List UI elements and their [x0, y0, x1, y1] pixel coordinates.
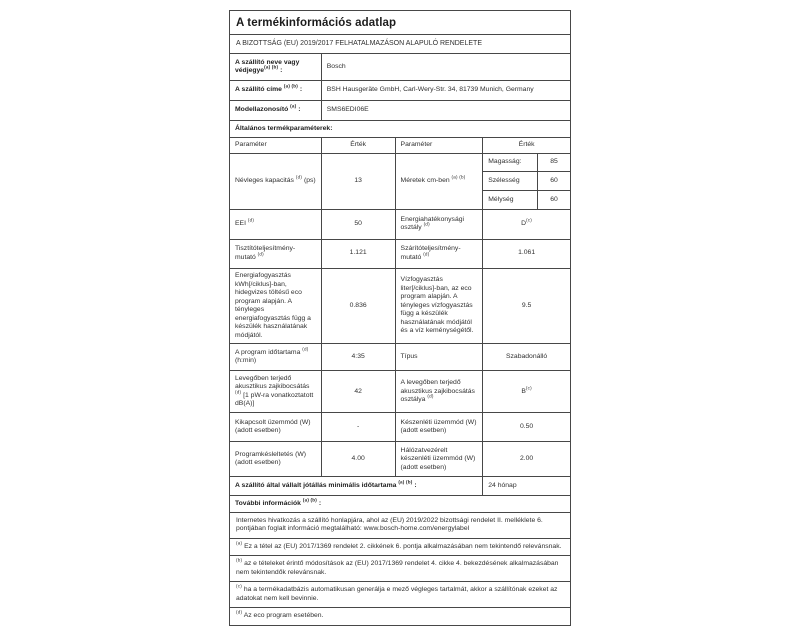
- dimension-width-row: [483, 171, 570, 190]
- supplier-address-row: [230, 80, 570, 100]
- product-information-sheet: [229, 10, 571, 626]
- footnote-marker: (d): [257, 251, 264, 257]
- weblink-text: Internetes hivatkozás a szállító honlapjára, ahol az (EU) 2019/2022 bizottsági rendelet II. melléklete 6. pontjában foglalt információ megtalálható: www.bosch-home.com/energylabel: [236, 516, 543, 533]
- footnote-marker: (d): [295, 174, 303, 180]
- value-noise-class: $B^{(c)}$: [482, 371, 570, 412]
- model-identifier-label: Modellazonosító $^{(a)}$ :: [235, 104, 301, 114]
- footnote-marker: (a) (b): [398, 479, 413, 485]
- column-header-parameter-2: Paraméter: [395, 138, 483, 152]
- dimension-height-label: Magasság:: [488, 158, 522, 166]
- value-type: Szabadonálló: [482, 344, 570, 370]
- footnote-marker: (a) (b): [451, 174, 466, 180]
- footnote-marker: (a): [290, 104, 297, 110]
- footnote-marker: (c): [526, 217, 533, 223]
- param-noise-emission: Levegőben terjedő akusztikus zajkibocsátás $^{(d)}$ [1 pW-ra vonatkoztatott dB(A)]: [235, 374, 314, 408]
- param-standby-mode: Készenléti üzemmód (W) (adott esetben): [395, 413, 483, 441]
- footnote-marker: (d): [302, 346, 309, 352]
- footnote-marker: (b): [236, 558, 243, 564]
- footnote-marker: (a) (b): [302, 497, 318, 503]
- footnote-d: $^{(d)}$ Az eco program esetében.: [236, 610, 324, 620]
- footnote-marker: (d): [236, 610, 243, 616]
- column-header-parameter-1: Paraméter: [235, 141, 267, 149]
- model-identifier-row: [230, 100, 570, 120]
- warranty-row: [230, 476, 570, 495]
- param-rated-capacity: Névleges kapacitás $^{(d)}$ (ps): [235, 174, 316, 184]
- value-standby-mode: 0.50: [482, 413, 570, 441]
- value-dimensions: [482, 154, 570, 209]
- footnote-b: $^{(b)}$ az e tételeket érintő módosítások az (EU) 2017/1369 rendelet 4. cikke 4. bekezdésének alkalmazásában nem tekintendők relevánsnak.: [236, 558, 559, 576]
- footnote-b-row: [230, 555, 570, 581]
- value-networked-standby: 2.00: [482, 442, 570, 476]
- footnote-a: $^{(a)}$ Ez a tétel az (EU) 2017/1369 rendelet 2. cikkének 6. pontja alkalmazásában nem tekintendő relevánsnak.: [236, 540, 562, 550]
- dimension-depth-value: 60: [537, 191, 570, 209]
- value-rated-capacity: 13: [321, 154, 395, 209]
- footnote-c: $^{(c)}$ ha a termékadatbázis automatikusan generálja e mező végleges tartalmát, akkor a szállítónak ezeket az adatokat nem kell bevinnie.: [236, 584, 558, 602]
- table-row-eei-energyclass: [230, 209, 570, 239]
- param-water-consumption: Vízfogyasztás liter[/ciklus]-ban, az eco program alapján. A tényleges vízfogyasztás függ a készülék használatának módjától és a víz keménységétől.: [395, 269, 483, 344]
- dimension-depth-label: Mélység: [488, 195, 514, 203]
- footnote-marker: (d): [427, 393, 434, 399]
- weblink-row: [230, 512, 570, 538]
- regulation-subtitle: A BIZOTTSÁG (EU) 2019/2017 FELHATALMAZÁSON ALAPULÓ RENDELETE: [236, 39, 482, 47]
- value-water-consumption: 9.5: [482, 269, 570, 344]
- footnote-marker: (d): [423, 221, 430, 227]
- param-type: Típus: [395, 344, 483, 370]
- table-row-capacity-dimensions: [230, 153, 570, 209]
- warranty-label: A szállító által vállalt jótállás minimális időtartama $^{(a) (b)}$ :: [235, 479, 417, 490]
- dimension-height-value: 85: [537, 154, 570, 172]
- section-header: Általános termékparaméterek:: [235, 124, 333, 132]
- warranty-value: 24 hónap: [482, 477, 570, 495]
- param-programme-duration: A program időtartama $^{(d)}$ (h:min): [235, 346, 309, 365]
- footnote-marker: (a): [236, 540, 243, 546]
- footnote-marker: (d): [423, 251, 430, 257]
- param-dimensions: Méretek cm-ben $^{(a) (b)}$: [395, 154, 483, 209]
- title-cell: [230, 11, 570, 34]
- param-off-mode: Kikapcsolt üzemmód (W) (adott esetben): [235, 418, 311, 435]
- supplier-name-label: A szállító neve vagy védjegye$^{(a) (b)}$ :: [235, 58, 300, 75]
- value-delay-start: 4.00: [321, 442, 395, 476]
- supplier-address-label: A szállító címe $^{(a) (b)}$ :: [235, 84, 303, 94]
- table-row-energy-water: [230, 268, 570, 344]
- model-identifier-value: SMS6EDI06E: [321, 101, 570, 120]
- value-energy-consumption: 0.836: [321, 269, 395, 344]
- param-eei: EEI $^{(d)}$: [235, 217, 255, 227]
- column-header-value-2: Érték: [482, 138, 570, 152]
- column-header-value-1: Érték: [321, 138, 395, 152]
- param-noise-class: A levegőben terjedő akusztikus zajkibocsátás osztálya $^{(d)}$: [395, 371, 483, 412]
- page-title: A termékinformációs adatlap: [236, 17, 397, 29]
- param-drying-index: Szárítóteljesítmény-mutató $^{(d)}$: [395, 240, 483, 268]
- footnote-marker: (c): [525, 385, 532, 391]
- param-cleaning-index: Tisztítóteljesítmény-mutató $^{(d)}$: [235, 245, 296, 261]
- footnote-marker: (d): [247, 217, 255, 223]
- regulation-row: [230, 34, 570, 53]
- supplier-name-row: [230, 53, 570, 80]
- footnote-marker: (a) (b): [283, 84, 299, 90]
- table-row-noise: [230, 370, 570, 412]
- param-delay-start: Programkésleltetés (W) (adott esetben): [235, 450, 307, 467]
- table-row-duration-type: [230, 343, 570, 370]
- footnote-marker: (d): [235, 389, 242, 395]
- dimension-depth-row: [483, 190, 570, 209]
- dimension-height-row: [483, 154, 570, 172]
- additional-info-row: [230, 495, 570, 511]
- value-off-mode: -: [321, 413, 395, 441]
- value-noise-emission: 42: [321, 371, 395, 412]
- footnote-marker: (c): [236, 584, 242, 590]
- title-row: [230, 11, 570, 34]
- value-eei: 50: [321, 210, 395, 239]
- footnote-c-row: [230, 581, 570, 607]
- table-header-row: [230, 137, 570, 152]
- supplier-address-value: BSH Hausgeräte GmbH, Carl-Wery-Str. 34, 81739 Munich, Germany: [321, 81, 570, 100]
- footnote-d-row: [230, 607, 570, 624]
- dimension-width-label: Szélesség: [488, 176, 520, 184]
- value-drying-index: 1.061: [482, 240, 570, 268]
- footnote-a-row: [230, 538, 570, 555]
- value-energy-efficiency-class: $D^{(c)}$: [482, 210, 570, 239]
- additional-info-label: További információk $^{(a) (b)}$ :: [235, 497, 322, 507]
- section-header-row: [230, 120, 570, 137]
- footnote-marker: (a) (b): [264, 64, 279, 70]
- table-row-delay-networked: [230, 441, 570, 476]
- param-networked-standby: Hálózatvezérelt készenléti üzemmód (W) (adott esetben): [395, 442, 483, 476]
- value-cleaning-index: 1.121: [321, 240, 395, 268]
- table-row-cleaning-drying: [230, 239, 570, 268]
- table-row-offmode-standby: [230, 412, 570, 441]
- supplier-name-value: Bosch: [321, 54, 570, 80]
- param-energy-efficiency-class: Energiahatékonysági osztály $^{(d)}$: [395, 210, 483, 239]
- dimension-width-value: 60: [537, 172, 570, 190]
- value-programme-duration: 4:35: [321, 344, 395, 370]
- param-energy-consumption: Energiafogyasztás kWh[/ciklus]-ban, hidegvizes töltésű eco program alapján. A tényleges energiafogyasztás függ a készülék használatának módjától.: [235, 272, 311, 339]
